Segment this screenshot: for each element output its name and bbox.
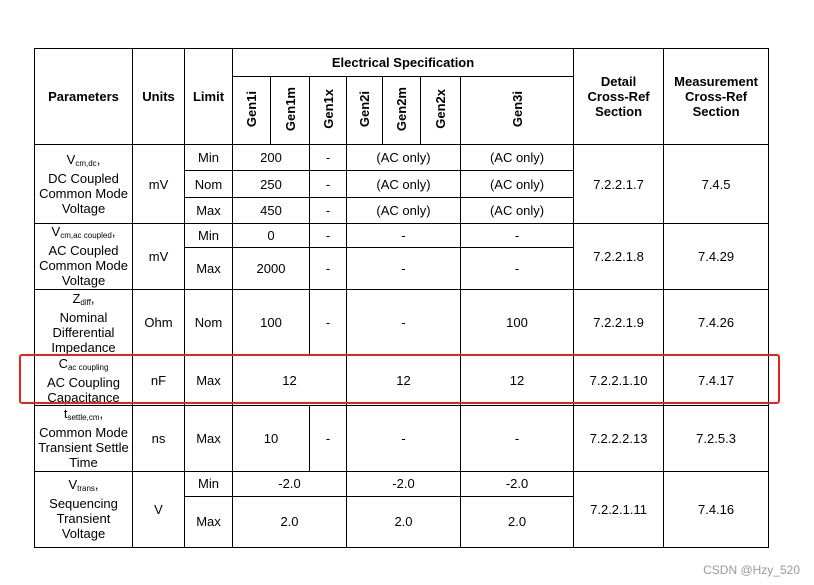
value-cell: 0 (233, 223, 310, 247)
header-gen2m (383, 77, 421, 145)
value-cell: 2.0 (461, 496, 574, 547)
electrical-spec-table (34, 48, 769, 548)
value-cell: - (461, 223, 574, 247)
measurement-ref: 7.4.17 (664, 356, 769, 406)
value-cell: 2.0 (347, 496, 461, 547)
measurement-ref: 7.2.5.3 (664, 406, 769, 471)
limit-cell: Max (185, 356, 233, 406)
measurement-ref: 7.4.26 (664, 289, 769, 355)
value-cell: 100 (233, 289, 310, 355)
limit-cell: Nom (185, 171, 233, 197)
header-gen1m (271, 77, 310, 145)
param-line: Transient Settle (38, 440, 129, 456)
header-units: Units (133, 49, 185, 145)
param-subscript: cm,ac coupled (60, 231, 112, 241)
value-cell: 100 (461, 289, 574, 355)
param-suffix: , (111, 224, 116, 240)
value-cell: - (347, 223, 461, 247)
detail-ref: 7.2.2.1.7 (574, 145, 664, 223)
gen-label: Gen1x (320, 89, 336, 130)
header-measurement-line: Section (692, 104, 740, 120)
param-suffix: , (94, 477, 99, 493)
param-symbol: C (58, 356, 68, 372)
gen-label: Gen1m (282, 87, 298, 132)
param-tsettle (35, 406, 133, 471)
gen-label: Gen2i (357, 91, 372, 128)
value-cell: 250 (233, 171, 310, 197)
param-subscript: trans (77, 484, 95, 494)
param-vtrans (35, 471, 133, 547)
gen-label: Gen1i (244, 91, 259, 128)
header-parameters: Parameters (35, 49, 133, 145)
param-suffix: , (99, 406, 104, 422)
value-cell: 10 (233, 406, 310, 471)
value-cell: - (347, 289, 461, 355)
param-subscript: diff (80, 297, 91, 307)
detail-ref: 7.2.2.1.9 (574, 289, 664, 355)
limit-cell: Min (185, 145, 233, 171)
header-gen3i (461, 77, 574, 145)
limit-cell: Max (185, 496, 233, 547)
header-detail-cross-ref (574, 49, 664, 145)
watermark: CSDN @Hzy_520 (703, 563, 800, 577)
unit-cell: Ohm (133, 289, 185, 355)
param-symbol: Z (72, 290, 81, 306)
value-cell: -2.0 (461, 471, 574, 496)
param-line: Capacitance (47, 390, 120, 406)
value-cell: (AC only) (461, 197, 574, 223)
value-cell: 450 (233, 197, 310, 223)
param-subscript: cm,dc (75, 159, 97, 169)
limit-cell: Min (185, 223, 233, 247)
header-measurement-line: Cross-Ref (685, 89, 748, 105)
value-cell: - (310, 223, 347, 247)
param-suffix: , (96, 152, 101, 168)
detail-ref: 7.2.2.1.8 (574, 223, 664, 289)
param-line: Transient (56, 511, 111, 527)
param-vcm-dc (35, 145, 133, 223)
detail-ref: 7.2.2.1.10 (574, 356, 664, 406)
value-cell: - (310, 145, 347, 171)
value-cell: - (310, 247, 347, 289)
unit-cell: nF (133, 356, 185, 406)
param-line: Time (69, 455, 98, 471)
param-symbol: V (68, 477, 78, 493)
header-measurement-cross-ref (664, 49, 769, 145)
header-electrical-specification: Electrical Specification (233, 49, 574, 77)
highlight-box (19, 354, 780, 404)
value-cell: (AC only) (461, 145, 574, 171)
param-line: Differential (52, 324, 115, 340)
limit-cell: Max (185, 406, 233, 471)
header-detail-line: Cross-Ref (587, 89, 650, 105)
limit-cell: Max (185, 247, 233, 289)
detail-ref: 7.2.2.1.11 (574, 471, 664, 547)
param-symbol: V (51, 224, 61, 240)
gen-label: Gen2x (433, 89, 448, 130)
param-line: Sequencing (49, 496, 118, 512)
param-line: AC Coupled (48, 243, 119, 259)
value-cell: - (310, 406, 347, 471)
header-gen1i (233, 77, 271, 145)
header-gen2x (421, 77, 461, 145)
gen-label: Gen2m (394, 87, 409, 132)
param-line: Common Mode (39, 425, 128, 441)
unit-cell: mV (133, 145, 185, 223)
limit-cell: Min (185, 471, 233, 496)
value-cell: (AC only) (347, 145, 461, 171)
value-cell: -2.0 (347, 471, 461, 496)
param-line: Impedance (51, 339, 116, 355)
unit-cell: mV (133, 223, 185, 289)
param-line: Voltage (61, 273, 106, 289)
detail-ref: 7.2.2.2.13 (574, 406, 664, 471)
param-line: Common Mode (39, 258, 128, 274)
value-cell: - (310, 197, 347, 223)
value-cell: - (461, 247, 574, 289)
value-cell: (AC only) (461, 171, 574, 197)
value-cell: 12 (461, 356, 574, 406)
limit-cell: Nom (185, 289, 233, 355)
value-cell: - (347, 247, 461, 289)
param-line: Voltage (61, 201, 106, 217)
param-suffix: , (90, 290, 95, 306)
limit-cell: Max (185, 197, 233, 223)
param-line: AC Coupling (47, 375, 120, 391)
value-cell: -2.0 (233, 471, 347, 496)
param-line: Voltage (61, 526, 106, 542)
header-detail-line: Section (595, 104, 643, 120)
header-gen1x (310, 77, 347, 145)
value-cell: - (347, 406, 461, 471)
value-cell: - (461, 406, 574, 471)
unit-cell: V (133, 471, 185, 547)
value-cell: 12 (233, 356, 347, 406)
value-cell: 200 (233, 145, 310, 171)
value-cell: - (310, 289, 347, 355)
value-cell: 2000 (233, 247, 310, 289)
param-subscript: ac coupling (67, 363, 109, 373)
value-cell: - (310, 171, 347, 197)
header-measurement-line: Measurement (674, 74, 758, 90)
value-cell: 2.0 (233, 496, 347, 547)
param-line: DC Coupled (48, 171, 119, 187)
param-line: Nominal (59, 309, 108, 325)
param-symbol: t (63, 406, 68, 422)
param-zdiff (35, 289, 133, 355)
measurement-ref: 7.4.5 (664, 145, 769, 223)
param-line: Common Mode (39, 186, 128, 202)
header-limit: Limit (185, 49, 233, 145)
gen-label: Gen3i (509, 91, 525, 128)
param-subscript: settle,cm (67, 413, 100, 423)
param-symbol: V (66, 152, 76, 168)
unit-cell: ns (133, 406, 185, 471)
value-cell: 12 (347, 356, 461, 406)
measurement-ref: 7.4.16 (664, 471, 769, 547)
value-cell: (AC only) (347, 197, 461, 223)
header-detail-line: Detail (600, 74, 637, 90)
measurement-ref: 7.4.29 (664, 223, 769, 289)
value-cell: (AC only) (347, 171, 461, 197)
header-gen2i (347, 77, 383, 145)
param-vcm-ac (35, 223, 133, 289)
